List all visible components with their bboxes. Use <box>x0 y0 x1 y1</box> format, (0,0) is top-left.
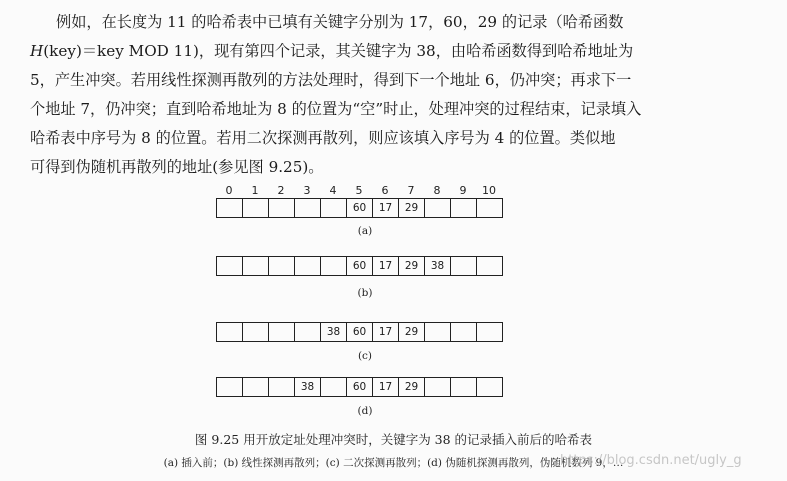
hash-cell <box>321 257 347 276</box>
index-label: 8 <box>433 184 441 197</box>
para-line-3: 5，产生冲突。若用线性探测再散列的方法处理时，得到下一个地址 6，仍冲突；再求下一 <box>30 71 632 89</box>
hash-cell <box>451 199 477 218</box>
hash-cell <box>425 378 451 397</box>
hash-cell <box>321 199 347 218</box>
hash-cell <box>269 199 295 218</box>
hash-cell <box>243 257 269 276</box>
hash-cell <box>269 378 295 397</box>
hash-cell: 17 <box>373 199 399 218</box>
hash-cell: 17 <box>373 257 399 276</box>
hash-cell: 38 <box>295 378 321 397</box>
hash-cell <box>217 199 243 218</box>
hash-cell <box>321 378 347 397</box>
hash-table <box>216 377 503 397</box>
hash-cell <box>451 323 477 342</box>
hash-cell <box>269 323 295 342</box>
index-label: 9 <box>459 184 467 197</box>
index-label: 3 <box>303 184 311 197</box>
hash-cell <box>269 257 295 276</box>
hash-cell <box>295 257 321 276</box>
index-label: 4 <box>329 184 337 197</box>
hash-cell: 17 <box>373 378 399 397</box>
hash-cell <box>477 378 503 397</box>
figure-caption-sub: (a) 插入前；(b) 线性探测再散列；(c) 二次探测再散列；(d) 伪随机探测再散列，伪随机数列 9，… <box>163 457 624 469</box>
para-line-1: 例如，在长度为 11 的哈希表中已填有关键字分别为 17，60，29 的记录（哈希函数 <box>56 13 624 31</box>
index-label: 0 <box>225 184 233 197</box>
watermark: https://blog.csdn.net/ugly_g <box>560 453 742 468</box>
hash-cell <box>451 257 477 276</box>
hash-table <box>216 198 503 218</box>
subfigure-label: (a) <box>357 225 373 237</box>
para-line-5: 哈希表中序号为 8 的位置。若用二次探测再散列，则应该填入序号为 4 的位置。类似地 <box>30 129 616 147</box>
hash-cell <box>425 199 451 218</box>
subfigure-label: (b) <box>357 287 373 299</box>
hash-cell: 29 <box>399 378 425 397</box>
index-label: 5 <box>355 184 363 197</box>
hash-cell <box>477 323 503 342</box>
para-line-2 <box>30 37 745 66</box>
hash-cell: 60 <box>347 257 373 276</box>
index-label: 10 <box>482 184 496 197</box>
hash-cell <box>295 199 321 218</box>
hash-cell: 17 <box>373 323 399 342</box>
hash-cell <box>243 199 269 218</box>
hash-cell: 60 <box>347 199 373 218</box>
index-label: 2 <box>277 184 285 197</box>
hash-cell <box>217 378 243 397</box>
hash-cell <box>477 199 503 218</box>
subfigure-label: (d) <box>357 405 373 417</box>
hash-cell: 38 <box>321 323 347 342</box>
hash-cell <box>217 323 243 342</box>
hash-cell: 38 <box>425 257 451 276</box>
hash-cell <box>451 378 477 397</box>
hash-cell <box>243 378 269 397</box>
subfigure-label: (c) <box>357 350 373 362</box>
hash-cell: 29 <box>399 257 425 276</box>
hash-cell <box>425 323 451 342</box>
hash-cell <box>295 323 321 342</box>
index-label: 6 <box>381 184 389 197</box>
para-line-6: 可得到伪随机再散列的地址(参见图 9.25)。 <box>30 158 324 176</box>
hash-cell: 29 <box>399 323 425 342</box>
hash-cell: 60 <box>347 378 373 397</box>
hash-fn-name: H <box>30 42 44 60</box>
hash-cell <box>217 257 243 276</box>
hash-cell: 29 <box>399 199 425 218</box>
hash-cell <box>477 257 503 276</box>
hash-table <box>216 256 503 276</box>
index-label: 1 <box>251 184 259 197</box>
para-line-2-text: (key)＝key MOD 11)，现有第四个记录，其关键字为 38，由哈希函数得到哈希地址为 <box>43 42 634 60</box>
hash-cell <box>243 323 269 342</box>
index-label: 7 <box>407 184 415 197</box>
hash-cell: 60 <box>347 323 373 342</box>
figure-caption: 图 9.25 用开放定址处理冲突时，关键字为 38 的记录插入前后的哈希表 <box>194 432 593 447</box>
hash-table <box>216 322 503 342</box>
body-paragraph <box>30 8 745 182</box>
para-line-4: 个地址 7，仍冲突；直到哈希地址为 8 的位置为“空”时止，处理冲突的过程结束，记录填入 <box>30 100 642 118</box>
